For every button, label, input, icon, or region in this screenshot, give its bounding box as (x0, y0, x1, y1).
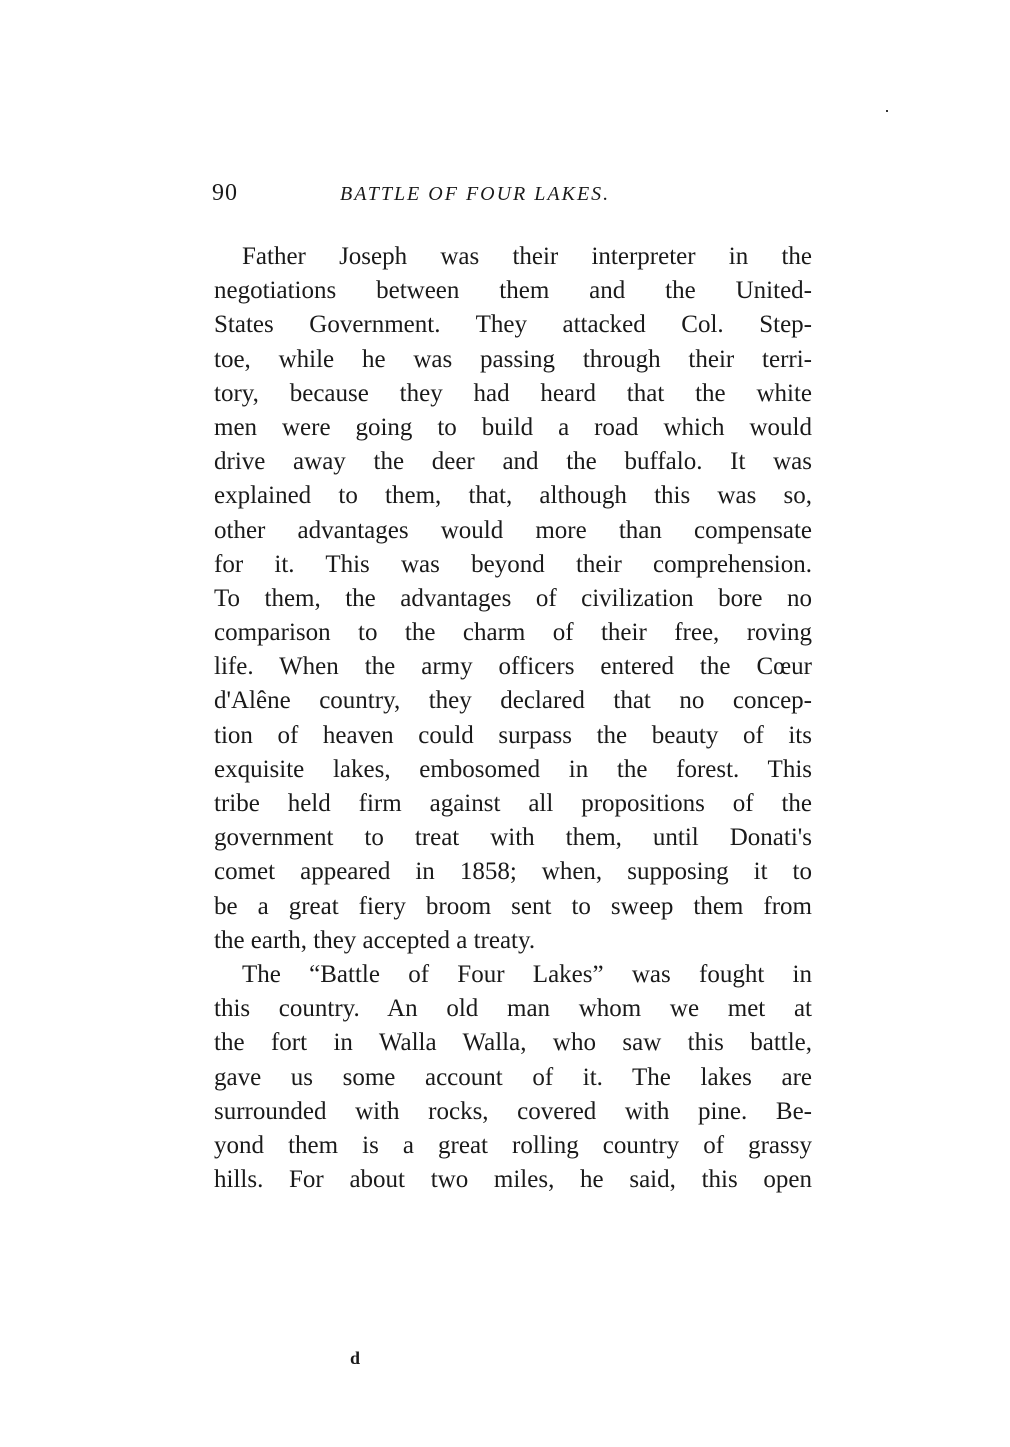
text-line: Father Joseph was their interpreter in the (242, 243, 812, 270)
text-line: for it. This was beyond their comprehension. (214, 550, 812, 578)
text-line: States Government. They attacked Col. Step- (214, 311, 812, 339)
text-line: comparison to the charm of their free, roving (214, 619, 812, 647)
text-line: tory, because they had heard that the white (214, 379, 812, 407)
text-line: The “Battle of Four Lakes” was fought in (242, 960, 812, 988)
text-line: surrounded with rocks, covered with pine. Be- (214, 1097, 812, 1125)
text-line: tion of heaven could surpass the beauty of its (214, 721, 812, 749)
body-text (214, 240, 812, 1197)
text-line: other advantages would more than compensate (214, 516, 812, 544)
text-line: men were going to build a road which would (214, 413, 812, 441)
text-line: the fort in Walla Walla, who saw this battle, (214, 1029, 812, 1057)
text-line: explained to them, that, although this was so, (214, 482, 812, 510)
text-line: government to treat with them, until Donati's (214, 824, 812, 852)
page-number: 90 (212, 180, 238, 206)
text-line: comet appeared in 1858; when, supposing it to (214, 858, 812, 886)
text-line: tribe held firm against all propositions of the (214, 790, 812, 817)
text-line: life. When the army officers entered the Cœur (214, 653, 812, 681)
text-line: this country. An old man whom we met at (214, 995, 812, 1023)
text-line: toe, while he was passing through their terri- (214, 345, 812, 373)
text-line: gave us some account of it. The lakes are (214, 1063, 812, 1091)
text-line: d'Alêne country, they declared that no concep- (214, 687, 812, 715)
scan-speck (886, 110, 888, 112)
text-line: be a great fiery broom sent to sweep them from (214, 892, 812, 920)
text-line: negotiations between them and the United- (214, 277, 812, 305)
text-line: the earth, they accepted a treaty. (214, 926, 536, 954)
signature-mark: d (350, 1348, 361, 1368)
text-line: exquisite lakes, embosomed in the forest. This (214, 755, 812, 783)
text-line: hills. For about two miles, he said, this open (214, 1166, 812, 1194)
running-head: BATTLE OF FOUR LAKES. (340, 183, 611, 205)
text-line: To them, the advantages of civilization bore no (214, 584, 812, 612)
text-line: yond them is a great rolling country of grassy (214, 1131, 812, 1159)
text-line: drive away the deer and the buffalo. It was (214, 448, 812, 476)
